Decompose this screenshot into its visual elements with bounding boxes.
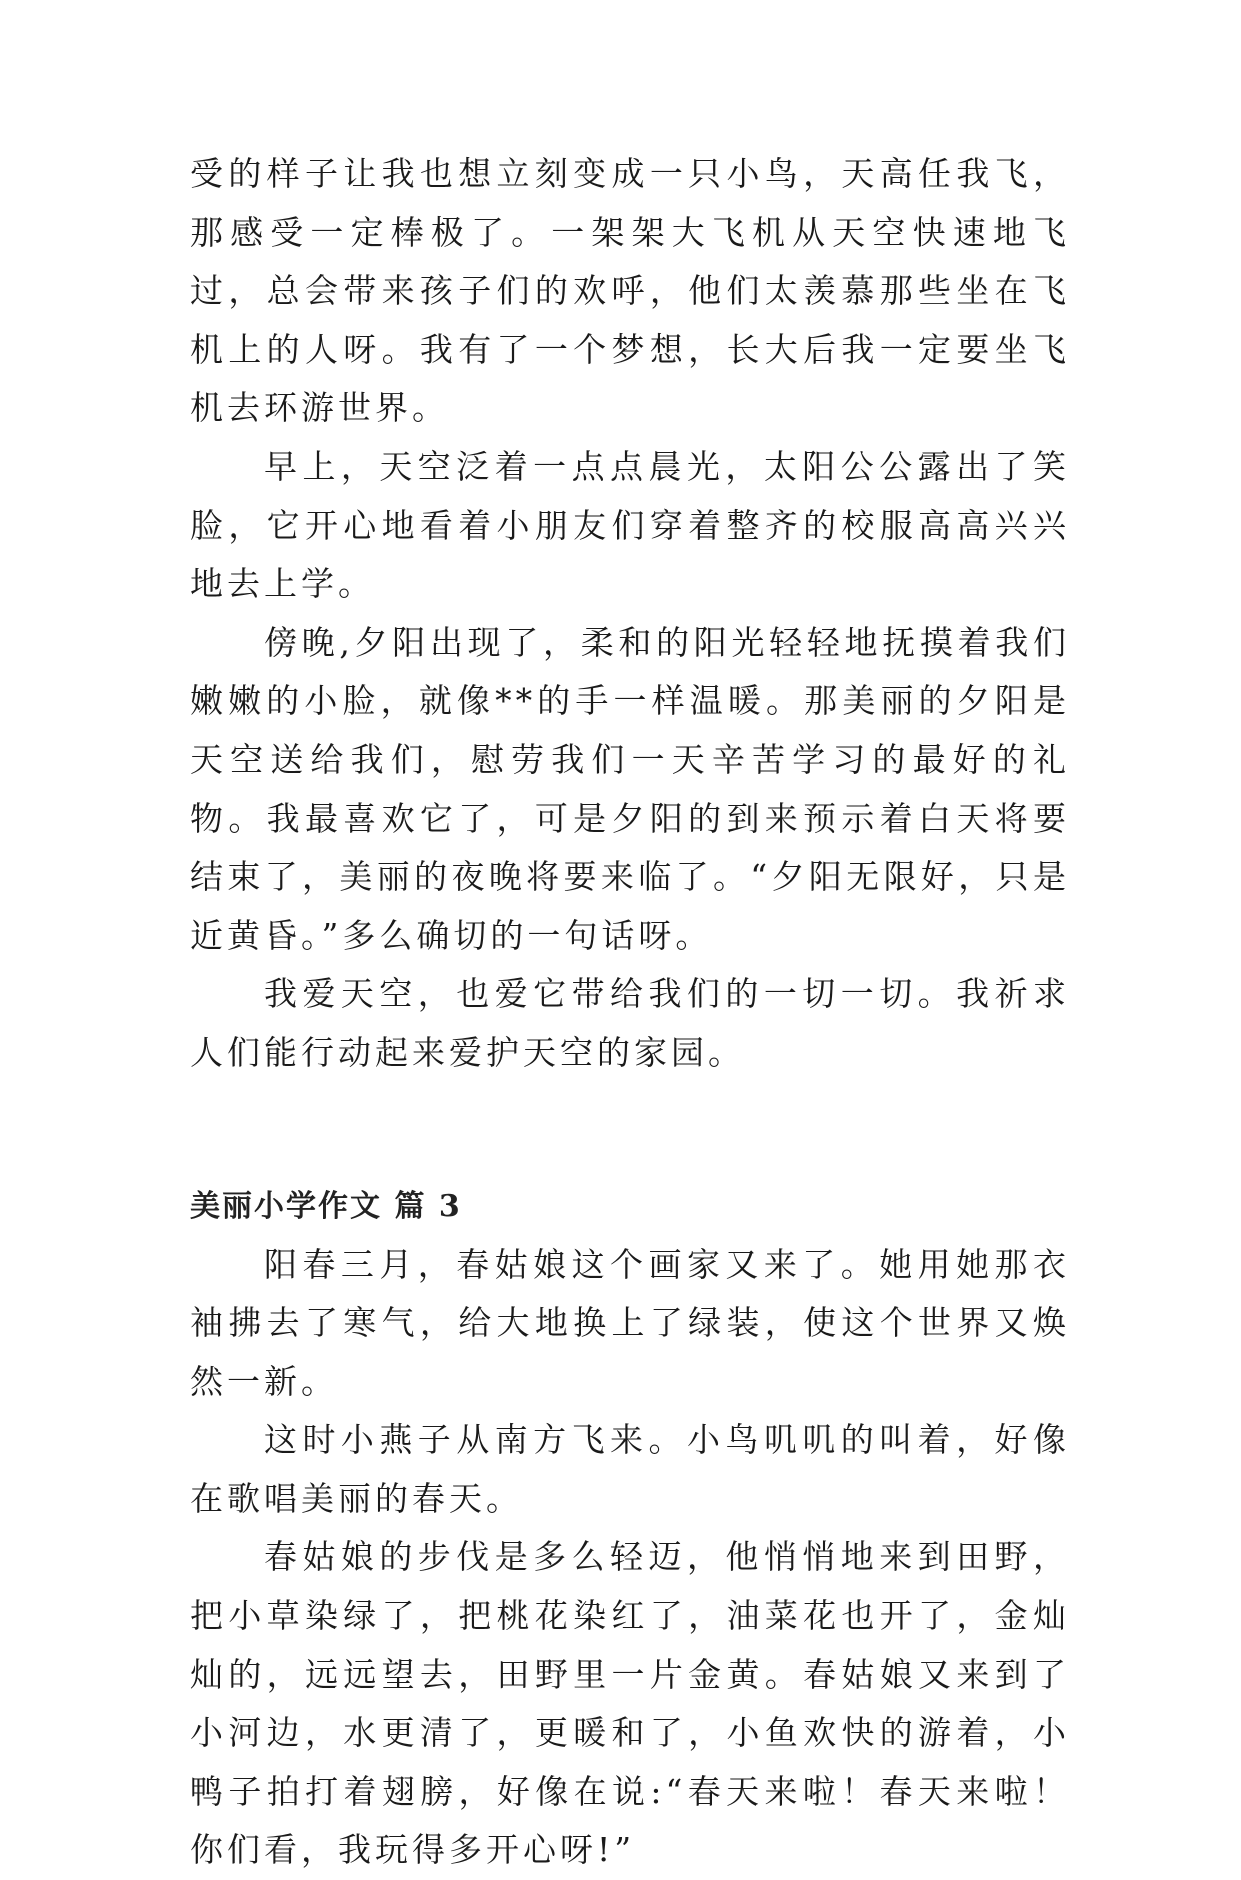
continued-paragraph: 受的样子让我也想立刻变成一只小鸟，天高任我飞，那感受一定棒极了。一架架大飞机从天空快速地飞过，总会带来孩子们的欢呼，他们太羡慕那些坐在飞机上的人呀。我有了一个梦想，长大后我一定要坐飞机去环游世界。 bbox=[190, 154, 1070, 428]
section-title: 美丽小学作文 篇 3 bbox=[190, 1188, 462, 1224]
paragraph-evening: 傍晚,夕阳出现了，柔和的阳光轻轻地抚摸着我们嫩嫩的小脸，就像**的手一样温暖。那美丽的夕阳是天空送给我们，慰劳我们一天辛苦学习的最好的礼物。我最喜欢它了，可是夕阳的到来预示着白天将要结束了，美丽的夜晚将要来临了。“夕阳无限好，只是近黄昏。”多么确切的一句话呀。 bbox=[190, 622, 1070, 955]
paragraph-spring-fields: 春姑娘的步伐是多么轻迈，他悄悄地来到田野，把小草染绿了，把桃花染红了，油菜花也开了，金灿灿的，远远望去，田野里一片金黄。春姑娘又来到了小河边，水更清了，更暖和了，小鱼欢快的游着，小鸭子拍打着翅膀，好像在说:“春天来啦！春天来啦！你们看，我玩得多开心呀!” bbox=[190, 1537, 1070, 1870]
paragraph-spring-intro: 阳春三月，春姑娘这个画家又来了。她用她那衣袖拂去了寒气，给大地换上了绿装，使这个世界又焕然一新。 bbox=[190, 1244, 1070, 1401]
paragraph-swallow: 这时小燕子从南方飞来。小鸟叽叽的叫着，好像在歌唱美丽的春天。 bbox=[190, 1420, 1070, 1518]
paragraph-morning: 早上，天空泛着一点点晨光，太阳公公露出了笑脸，它开心地看着小朋友们穿着整齐的校服高高兴兴地去上学。 bbox=[190, 446, 1070, 604]
paragraph-closing: 我爱天空，也爱它带给我们的一切一切。我祈求人们能行动起来爱护天空的家园。 bbox=[190, 974, 1070, 1072]
document-page bbox=[190, 145, 1070, 1880]
